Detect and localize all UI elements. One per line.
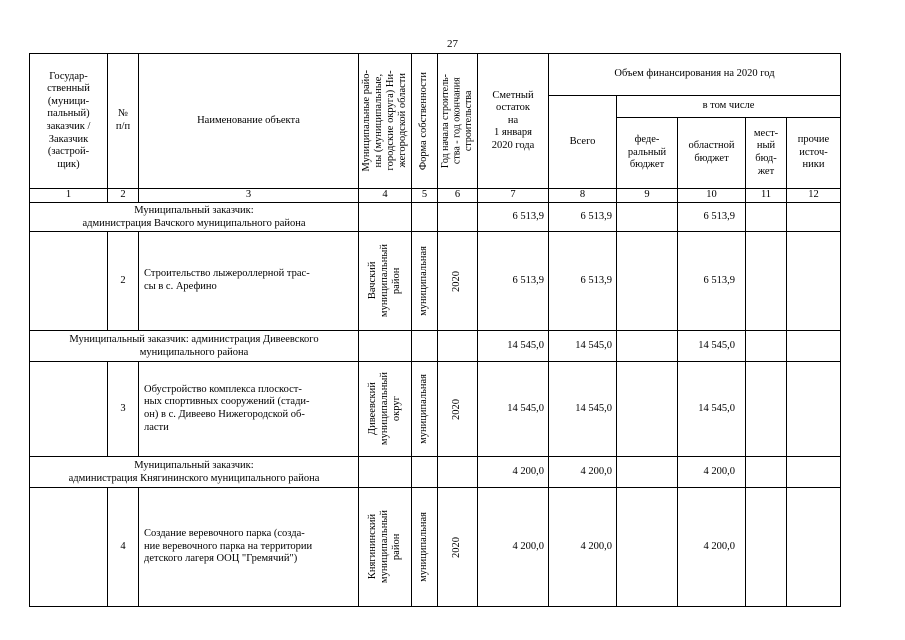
estimate-value: 4 200,0 (478, 488, 549, 607)
column-numbers-row (30, 189, 841, 203)
col-number: 9 (617, 189, 678, 203)
empty-cell (30, 362, 108, 457)
object-ownership: муниципальная (412, 488, 438, 607)
header-object-name: Наименование объекта (139, 54, 359, 189)
empty-cell (438, 457, 478, 488)
customer-name: Муниципальный заказчик: администрация Вачского муниципального района (30, 203, 359, 232)
estimate-value: 4 200,0 (478, 457, 549, 488)
empty-cell (30, 232, 108, 331)
header-regional: областной бюджет (678, 118, 746, 189)
estimate-value: 6 513,9 (478, 232, 549, 331)
header-total: Всего (549, 96, 617, 189)
local-value (746, 362, 787, 457)
local-value (746, 203, 787, 232)
customer-name: Муниципальный заказчик: администрация Княгининского муниципального района (30, 457, 359, 488)
other-value (787, 362, 841, 457)
federal-value (617, 457, 678, 488)
col-number: 4 (359, 189, 412, 203)
empty-cell (359, 331, 412, 362)
regional-value: 4 200,0 (678, 488, 746, 607)
regional-value: 4 200,0 (678, 457, 746, 488)
object-year: 2020 (438, 232, 478, 331)
object-row (30, 362, 841, 457)
federal-value (617, 488, 678, 607)
header-estimate: Сметный остаток на 1 января 2020 года (478, 54, 549, 189)
header-districts: Муниципальные райо- ны (муниципальные, городские округа) Ни- жегородской области (359, 54, 412, 189)
page-number: 27 (447, 38, 458, 50)
total-value: 4 200,0 (549, 457, 617, 488)
header-customer: Государ- ственный (муници- пальный) заказчик / Заказчик (застрой- щик) (30, 54, 108, 189)
other-value (787, 331, 841, 362)
empty-cell (412, 203, 438, 232)
object-row (30, 232, 841, 331)
object-district: Дивеевский муниципальный округ (359, 362, 412, 457)
header-federal: феде- ральный бюджет (617, 118, 678, 189)
financing-table (29, 53, 841, 607)
header-ownership: Форма собственности (412, 54, 438, 189)
col-number: 6 (438, 189, 478, 203)
estimate-value: 6 513,9 (478, 203, 549, 232)
federal-value (617, 232, 678, 331)
empty-cell (412, 457, 438, 488)
customer-row (30, 457, 841, 488)
regional-value: 6 513,9 (678, 203, 746, 232)
col-number: 12 (787, 189, 841, 203)
col-number: 2 (108, 189, 139, 203)
total-value: 14 545,0 (549, 362, 617, 457)
object-name: Обустройство комплекса плоскост- ных спортивных сооружений (стади- он) в с. Дивеево Нижегородской об- ласти (139, 362, 359, 457)
object-number: 2 (108, 232, 139, 331)
regional-value: 14 545,0 (678, 362, 746, 457)
object-number: 3 (108, 362, 139, 457)
object-name: Создание веревочного парка (созда- ние веревочного парка на территории детского лагеря ООЦ "Гремячий") (139, 488, 359, 607)
other-value (787, 203, 841, 232)
header-including: в том числе (617, 96, 841, 118)
other-value (787, 488, 841, 607)
header-funding: Объем финансирования на 2020 год (549, 54, 841, 96)
empty-cell (438, 203, 478, 232)
header-num: № п/п (108, 54, 139, 189)
col-number: 8 (549, 189, 617, 203)
header-local: мест- ный бюд- жет (746, 118, 787, 189)
object-ownership: муниципальная (412, 232, 438, 331)
empty-cell (412, 331, 438, 362)
empty-cell (359, 203, 412, 232)
local-value (746, 457, 787, 488)
federal-value (617, 362, 678, 457)
object-row (30, 488, 841, 607)
estimate-value: 14 545,0 (478, 362, 549, 457)
object-number: 4 (108, 488, 139, 607)
local-value (746, 232, 787, 331)
object-year: 2020 (438, 488, 478, 607)
regional-value: 6 513,9 (678, 232, 746, 331)
local-value (746, 488, 787, 607)
col-number: 1 (30, 189, 108, 203)
federal-value (617, 203, 678, 232)
col-number: 10 (678, 189, 746, 203)
col-number: 5 (412, 189, 438, 203)
object-district: Вачский муниципальный район (359, 232, 412, 331)
local-value (746, 331, 787, 362)
other-value (787, 457, 841, 488)
object-name: Строительство лыжероллерной трас- сы в с. Арефино (139, 232, 359, 331)
total-value: 6 513,9 (549, 232, 617, 331)
object-district: Княгининский муниципальный район (359, 488, 412, 607)
estimate-value: 14 545,0 (478, 331, 549, 362)
object-year: 2020 (438, 362, 478, 457)
col-number: 3 (139, 189, 359, 203)
empty-cell (438, 331, 478, 362)
federal-value (617, 331, 678, 362)
empty-cell (359, 457, 412, 488)
header-years: Год начала строитель- ства - год окончания строительства (438, 54, 478, 189)
other-value (787, 232, 841, 331)
col-number: 7 (478, 189, 549, 203)
total-value: 14 545,0 (549, 331, 617, 362)
header-other: прочие источ- ники (787, 118, 841, 189)
customer-name: Муниципальный заказчик: администрация Дивеевского муниципального района (30, 331, 359, 362)
customer-row (30, 331, 841, 362)
regional-value: 14 545,0 (678, 331, 746, 362)
col-number: 11 (746, 189, 787, 203)
empty-cell (30, 488, 108, 607)
object-ownership: муниципальная (412, 362, 438, 457)
customer-row (30, 203, 841, 232)
total-value: 4 200,0 (549, 488, 617, 607)
total-value: 6 513,9 (549, 203, 617, 232)
